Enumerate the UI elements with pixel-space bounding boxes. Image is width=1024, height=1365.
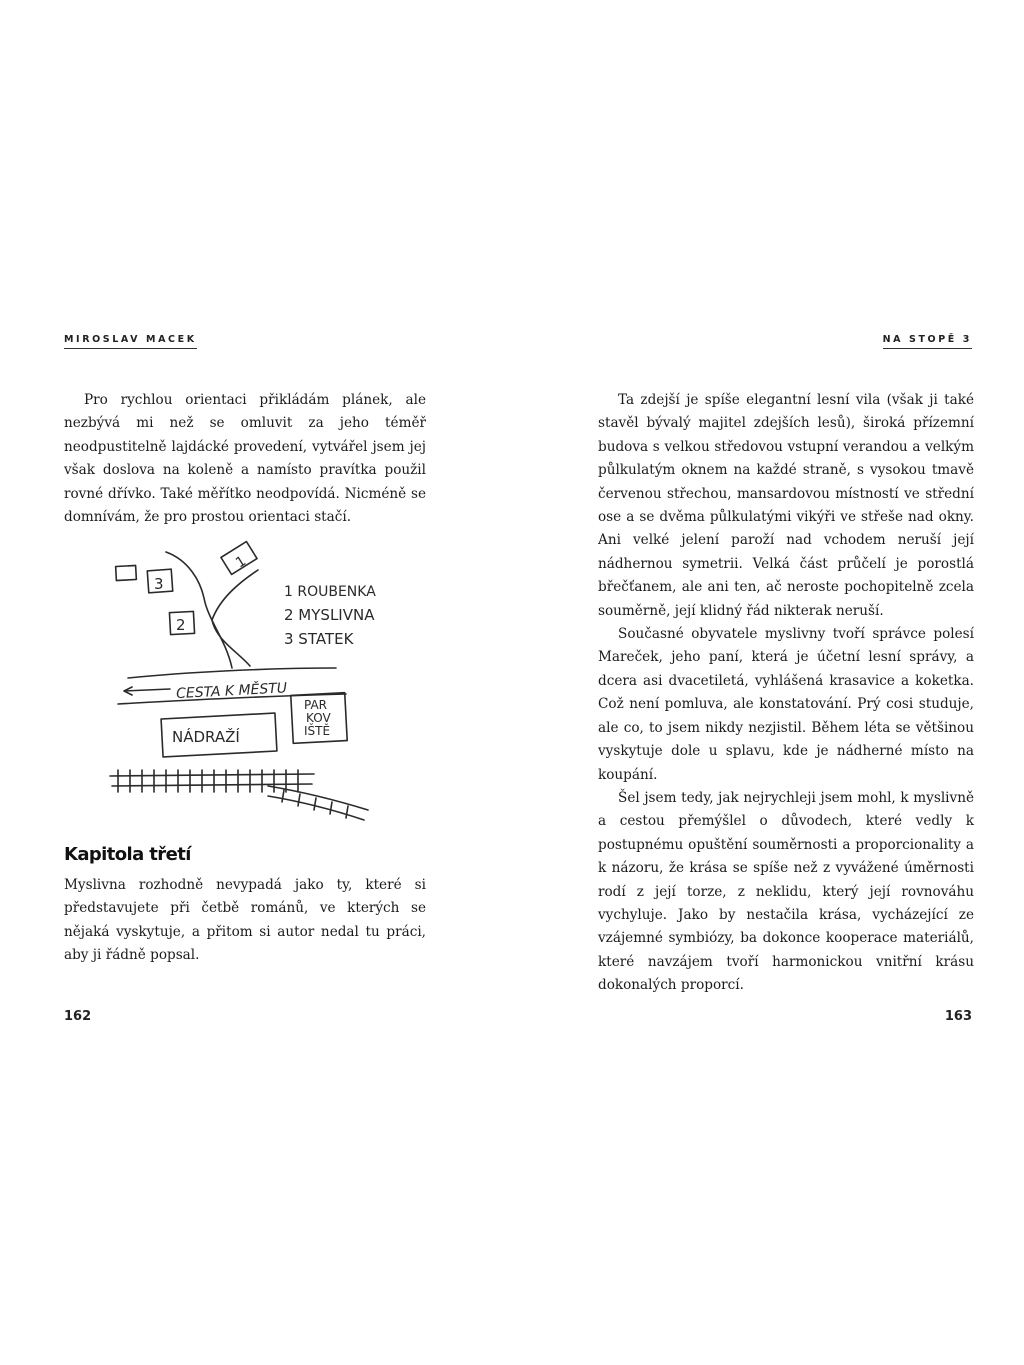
paragraph: Pro rychlou orientaci přikládám plánek, ale nezbývá mi než se omluvit za jeho téměř neodpustitelně lajdácké provedení, vytvářel jsem jej však doslova na koleně a namísto pravítka použil rovné dřívko. Také měřítko neodpovídá. Nicméně se domnívám, že pro prostou orientaci stačí.	[64, 392, 426, 526]
map-parking-label-1: PAR	[304, 698, 328, 712]
body-text-block	[598, 389, 974, 998]
hand-drawn-map	[108, 540, 408, 830]
page-number: 162	[64, 1009, 92, 1024]
map-small-plot	[116, 565, 137, 580]
map-parking-label-3: IŠTĚ	[304, 724, 331, 738]
page-number: 163	[944, 1009, 972, 1024]
map-station-label: NÁDRAŽÍ	[172, 728, 240, 746]
map-road	[128, 668, 336, 678]
paragraph: Současné obyvatele myslivny tvoří správce polesí Mareček, jeho paní, která je účetní lesní správy, a dcera asi dvacetiletá, vyhlášená krasavice a koketka. Což není pomluva, ale konstatování. Prý cosi studuje, ale co, to jsem nikdy nezjistil. Během léta se většinou vyskytuje dole u splavu, kde je nádherné místo na koupání.	[598, 626, 974, 783]
chapter-title: Kapitola třetí	[64, 844, 191, 865]
paragraph: Šel jsem tedy, jak nejrychleji jsem mohl, k myslivně a cestou přemýšlel o důvodech, které vedly k postupnému opuštění souměrnosti a proporcionality a k názoru, že krása se spíše než z vyvážené úměrnosti rodí z její torze, z neklidu, který její rovnováhu vychyluje. Jako by nestačila krása, vycházející ze vzájemné symbiózy, ba dokonce kooperace materiálů, které navzájem tvoří harmonickou vnitřní krásu dokonalých proporcí.	[598, 789, 974, 994]
running-head-author: MIROSLAV MACEK	[64, 334, 197, 349]
map-house-3-label: 3	[154, 575, 164, 593]
paragraph: Ta zdejší je spíše elegantní lesní vila (však ji také stavěl bývalý majitel zdejších lesů), široká přízemní budova s velkou středovou vstupní verandou a velkým půlkulatým oknem na každé straně, s vysokou tmavě červenou střechou, mansardovou místností ve střední ose a se dvěma půlkulatými vikýři ve střeše nad okny. Ani velké jelení paroží nad vchodem neruší její nádhernou symetrii. Velká část průčelí je porostlá břečťanem, ale ani ten, ač neroste pochopitelně zcela souměrně, její klidný řád nikterak neruší.	[598, 392, 974, 619]
running-head-title: NA STOPĚ 3	[883, 334, 972, 349]
body-text-block	[64, 389, 426, 529]
map-railway	[110, 770, 368, 820]
paragraph: Myslivna rozhodně nevypadá jako ty, které si představujete při četbě románů, ve kterých se nějaká vyskytuje, a přitom si autor nedal tu práci, aby ji řádně popsal.	[64, 877, 426, 964]
map-legend-3: 3 STATEK	[284, 630, 354, 648]
map-road-label: CESTA K MĚSTU	[175, 680, 288, 703]
map-house-2-label: 2	[176, 616, 186, 634]
map-forest-path	[212, 570, 258, 666]
body-text-block	[64, 874, 426, 968]
map-parking-label-2: KOV	[306, 711, 331, 725]
right-page	[512, 0, 1024, 1365]
map-legend-2: 2 MYSLIVNA	[284, 606, 375, 624]
map-legend-1: 1 ROUBENKA	[284, 584, 376, 600]
map-house-1-label: 1	[232, 553, 250, 572]
map-forest-path	[166, 552, 232, 668]
map-road-arrow	[124, 687, 170, 695]
